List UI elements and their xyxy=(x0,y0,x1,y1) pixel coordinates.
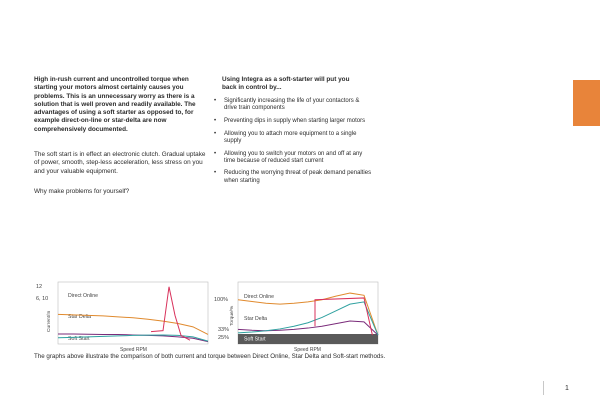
legend-label-direct-online: Direct Online xyxy=(68,293,98,299)
benefit-text: Significantly increasing the life of your contactors & drive train components xyxy=(224,98,360,112)
why-question: Why make problems for yourself? xyxy=(34,188,130,195)
benefits-list xyxy=(212,98,372,190)
y-axis-label: Torque/% xyxy=(230,305,235,326)
soft-start-paragraph: The soft start is in effect an electronic clutch. Gradual uptake of power, smooth, step-less acceleration, less stress on you and your valuable equipment. xyxy=(34,151,206,175)
y-tick-label: 12 xyxy=(36,284,43,290)
bullet-icon: • xyxy=(214,98,217,104)
benefit-item xyxy=(212,151,372,165)
benefit-item xyxy=(212,98,372,112)
y-tick-label: 6, 10 xyxy=(36,296,49,302)
legend-label-star-delta: Star Delta xyxy=(244,316,268,322)
y-axis-label: Current/In xyxy=(47,310,52,332)
benefit-text: Reducing the worrying threat of peak demand penalties when starting xyxy=(224,170,372,184)
section-tab xyxy=(573,80,600,126)
legend-label-star-delta: Star Delta xyxy=(68,314,92,320)
page-number: 1 xyxy=(565,385,569,392)
torque-chart xyxy=(212,278,382,354)
chart-caption: The graphs above illustrate the comparison of both current and torque between Direct Online, Star Delta and Soft-start methods. xyxy=(34,353,386,360)
legend-label-soft-start: Soft Start xyxy=(68,336,90,342)
x-axis-label: Speed RPM xyxy=(120,347,147,353)
benefit-text: Allowing you to attach more equipment to a single supply xyxy=(224,130,357,144)
benefits-heading: Using Integra as a soft-starter will put you back in control by... xyxy=(222,76,350,92)
y-tick-label: 100% xyxy=(214,297,229,303)
benefit-item xyxy=(212,170,372,184)
benefit-item xyxy=(212,131,372,145)
benefit-text: Preventing dips in supply when starting larger motors xyxy=(224,117,366,124)
x-axis-label: Speed RPM xyxy=(294,347,321,353)
benefit-text: Allowing you to switch your motors on and off at any time because of reduced start current xyxy=(224,150,363,164)
current-chart xyxy=(32,278,214,354)
bullet-icon: • xyxy=(214,170,217,177)
footer-divider xyxy=(543,381,544,395)
legend-label-direct-online: Direct Online xyxy=(244,294,274,300)
bullet-icon: • xyxy=(214,117,217,124)
y-tick-label: 33% xyxy=(218,327,230,333)
legend-label-soft-start: Soft Start xyxy=(244,336,266,343)
bullet-icon: • xyxy=(214,150,217,157)
bullet-icon: • xyxy=(214,130,217,137)
benefit-item xyxy=(212,118,372,125)
y-tick-label: 25% xyxy=(218,335,230,341)
intro-bold-paragraph: High in-rush current and uncontrolled torque when starting your motors almost certainly causes you problems. This is an unnecessary worry as there is a solution that is well proven and readily available. The advantages of using a soft starter as opposed to, for example direct-on-line or star-delta are now comprehensively documented. xyxy=(34,76,196,133)
